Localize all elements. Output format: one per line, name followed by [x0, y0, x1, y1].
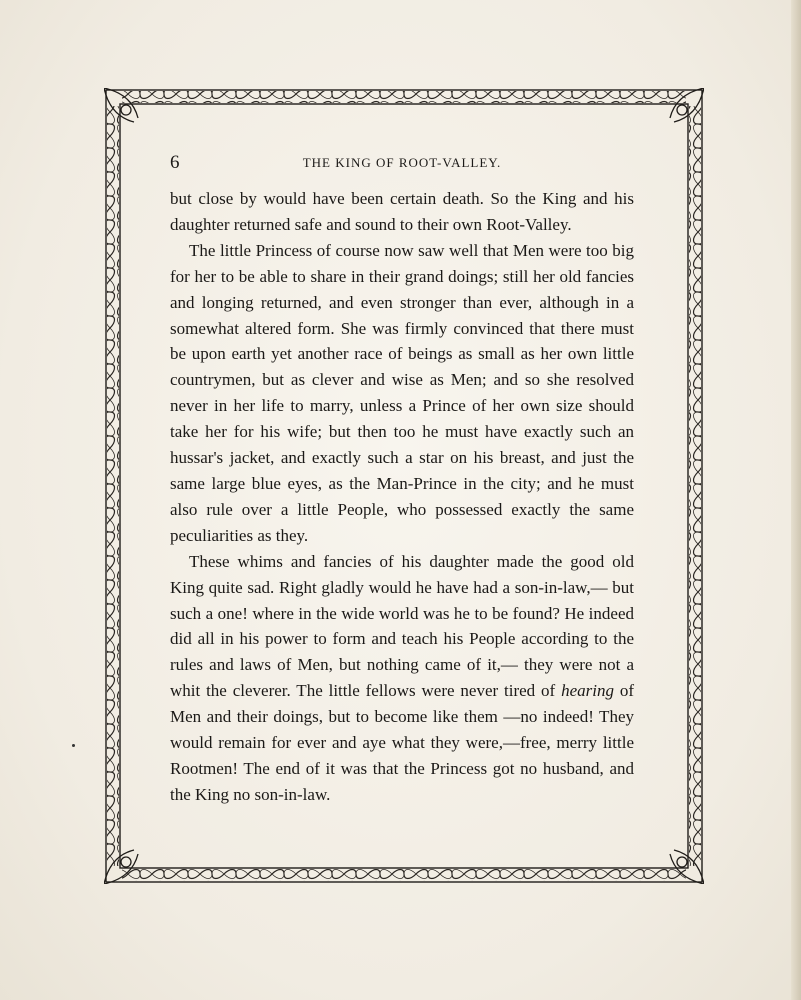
paragraph-text: of Men and their doings, but to become like them —no indeed! They would remain for ever and aye what they were,—free, merry little Rootmen! The end of it was that the Princess got no husband, and the King no son-in-law. — [170, 681, 634, 804]
running-title: THE KING OF ROOT-VALLEY. — [302, 155, 502, 170]
paragraph-text: These whims and fancies of his daughter made the good old King quite sad. Right gladly would he have had a son-in-law,— but such a one! where in the wide world was he to be found? He indeed did all in his power to form and teach his People according to the rules and laws of Men, but nothing came of it,— they were not a whit the cleverer. The little fellows were never tired of — [170, 551, 634, 701]
paragraph-princess — [170, 238, 634, 549]
paragraph-king — [170, 549, 634, 808]
paragraph-text: The little Princess of course now saw well that Men were too big for her to be able to share in their grand doings; still her old fancies and longing returned, and even stronger than ever, although in a somewhat altered form. She was firmly convinced that there must be upon earth yet another race of beings as small as her own little countrymen, but as clever and wise as Men; and so she resolved never in her life to marry, unless a Prince of her own size should take her for his wife; but then too he must have exactly such an hussar's jacket, and exactly such a star on his breast, and just the same large blue eyes, as the Man-Prince in the city; and he must also rule over a little People, who possessed exactly the same peculiarities as they. — [170, 240, 634, 545]
page-gutter-edge — [791, 0, 801, 1000]
italic-word: hearing — [561, 681, 614, 701]
page-number: 6 — [170, 152, 180, 173]
paragraph-text: but close by would have been certain death. So the King and his daughter returned safe and sound to their own Root-Valley. — [170, 189, 634, 234]
paragraph-continuation — [170, 186, 634, 238]
ink-speck — [72, 744, 75, 747]
page-header — [170, 152, 634, 176]
body-text — [170, 186, 634, 808]
